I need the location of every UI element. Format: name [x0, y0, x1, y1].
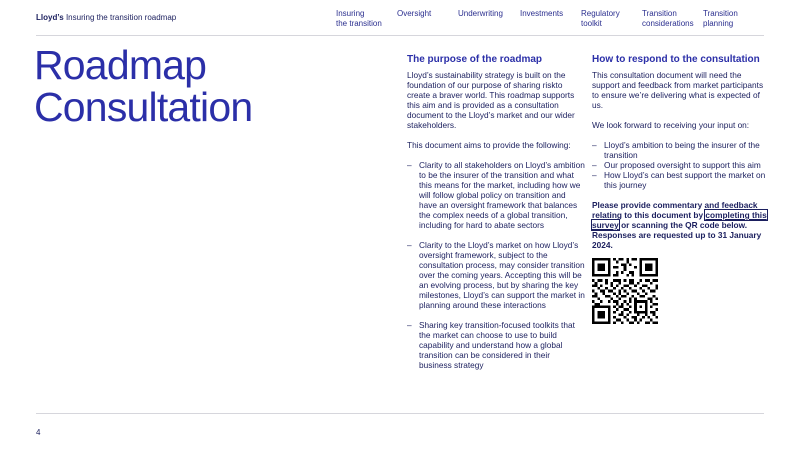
nav-label: toolkit	[581, 19, 602, 28]
nav-regulatory-toolkit[interactable]	[581, 9, 620, 29]
nav-label: planning	[703, 19, 734, 28]
input-intro: We look forward to receiving your input on:	[592, 120, 750, 130]
purpose-heading: The purpose of the roadmap	[407, 54, 543, 65]
bullet-dash: –	[592, 160, 597, 170]
page-number: 4	[36, 428, 41, 437]
feedback-request	[592, 200, 767, 250]
bullet-dash: –	[407, 240, 412, 250]
qr-code[interactable]	[592, 258, 658, 324]
respond-intro: This consultation document will need the support and feedback from market participants to ensure we’re delivering what is expected of us.	[592, 70, 764, 110]
nav-label: Regulatory	[581, 9, 620, 18]
nav-label: Oversight	[397, 9, 432, 18]
nav-label: Insuring	[336, 9, 365, 18]
purpose-column	[407, 54, 585, 380]
bullet-dash: –	[407, 160, 412, 170]
list-item-text: Clarity to the Lloyd’s market on how Lloyd’s oversight framework, subject to the consultation process, may consider transition over the coming years. Accepting this will be an evolving process, but by sharing the key milestones, Lloyd’s can support the market in planning around these interactions	[419, 240, 585, 310]
purpose-intro: Lloyd’s sustainability strategy is built on the foundation of our purpose of sharing riskto create a braver world. This roadmap supports this aim and is provided as a consultation document to the Lloyd’s market and our wider stakeholders.	[407, 70, 575, 130]
header-brand	[36, 13, 176, 22]
page-title-line: Roadmap	[34, 42, 207, 88]
nav-transition-planning[interactable]	[703, 9, 738, 29]
header-divider	[36, 35, 764, 36]
list-item	[592, 160, 767, 170]
bullet-dash: –	[592, 170, 597, 180]
survey-link[interactable]: completing this survey	[592, 210, 767, 230]
document-title: Insuring the transition roadmap	[65, 13, 177, 22]
list-item-text: Our proposed oversight to support this aim	[604, 160, 761, 170]
list-item	[407, 160, 585, 230]
nav-transition-considerations[interactable]	[642, 9, 694, 29]
feedback-text: Please provide commentary and feedback relating to this document by	[592, 200, 758, 220]
nav-label: Investments	[520, 9, 564, 18]
list-item	[407, 320, 585, 370]
list-item-text: How Lloyd’s can best support the market on this journey	[604, 170, 766, 190]
nav-investments[interactable]	[520, 9, 563, 19]
input-topics-list	[592, 140, 767, 190]
aims-intro: This document aims to provide the following:	[407, 140, 571, 150]
nav-label: Underwriting	[458, 9, 503, 18]
list-item	[592, 170, 767, 190]
page-title-line: Consultation	[34, 84, 253, 130]
bullet-dash: –	[592, 140, 597, 150]
footer-divider	[36, 413, 764, 414]
nav-label: Transition	[642, 9, 677, 18]
nav-label: Transition	[703, 9, 738, 18]
list-item	[592, 140, 767, 160]
list-item-text: Clarity to all stakeholders on Lloyd’s ambition to be the insurer of the transition and what this means for the market, including how we will follow global policy on transition and have an oversight framework that balances the complex needs of a global transition, including for hard to abate sectors	[419, 160, 585, 230]
nav-insuring-the-transition[interactable]	[336, 9, 382, 29]
list-item-text: Sharing key transition-focused toolkits that the market can choose to use to build capability and understand how a global transition can be considered in their business strategy	[419, 320, 575, 370]
bullet-dash: –	[407, 320, 412, 330]
respond-column	[592, 54, 767, 250]
nav-label: considerations	[642, 19, 694, 28]
list-item	[407, 240, 585, 310]
nav-label: the transition	[336, 19, 382, 28]
respond-heading: How to respond to the consultation	[592, 54, 760, 65]
aims-list	[407, 160, 585, 370]
brand-name: Lloyd’s	[36, 13, 64, 22]
list-item-text: Lloyd’s ambition to being the insurer of the transition	[604, 140, 760, 160]
page-title	[34, 44, 252, 128]
nav-oversight[interactable]	[397, 9, 431, 19]
nav-underwriting[interactable]	[458, 9, 503, 19]
feedback-text: or scanning the QR code below. Responses are requested up to 31 January 2024.	[592, 220, 762, 250]
